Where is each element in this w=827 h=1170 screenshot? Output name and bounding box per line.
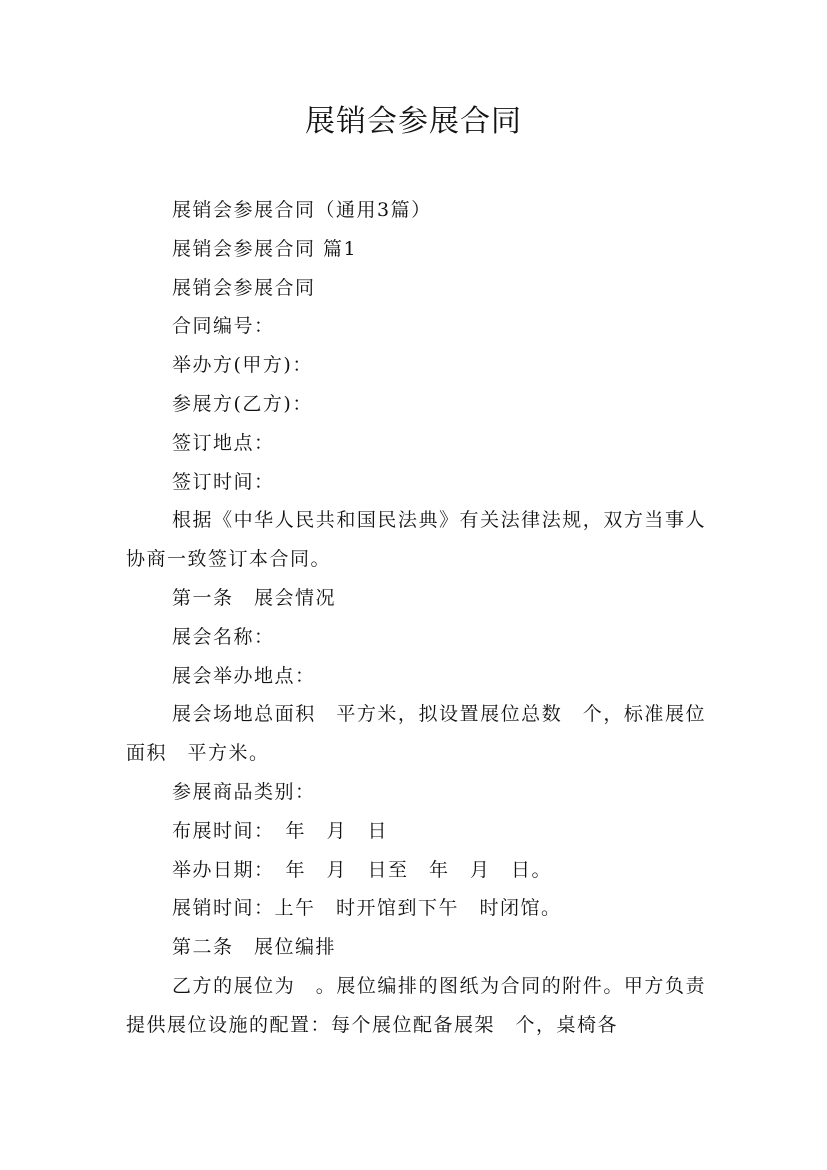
paragraph-signing-time: 签订时间：	[172, 470, 275, 493]
paragraph-signing-place: 签订地点：	[172, 431, 275, 454]
paragraph-section-title: 展销会参展合同 篇1	[172, 237, 358, 260]
document-body	[126, 191, 706, 1045]
paragraph-article-2: 第二条 展位编排	[172, 936, 337, 959]
document-title: 展销会参展合同	[305, 104, 522, 139]
paragraph-heading: 展销会参展合同（通用3篇）	[172, 199, 432, 221]
paragraph-contract-name: 展销会参展合同	[172, 276, 316, 299]
paragraph-product-category: 参展商品类别：	[172, 780, 316, 803]
paragraph-setup-time: 布展时间： 年 月 日	[172, 819, 389, 842]
paragraph-booth-arrangement: 乙方的展位为 。展位编排的图纸为合同的附件。甲方负责提供展位设施的配置：每个展位配备展架 个，桌椅各	[126, 974, 706, 1036]
paragraph-preamble: 根据《中华人民共和国民法典》有关法律法规，双方当事人协商一致签订本合同。	[126, 509, 706, 571]
paragraph-exhibition-area: 展会场地总面积 平方米，拟设置展位总数 个，标准展位面积 平方米。	[126, 703, 706, 765]
paragraph-party-a: 举办方(甲方)：	[172, 354, 313, 377]
paragraph-exhibition-place: 展会举办地点：	[172, 664, 316, 687]
paragraph-exhibition-name: 展会名称：	[172, 625, 275, 648]
paragraph-party-b: 参展方(乙方)：	[172, 392, 313, 415]
paragraph-event-dates: 举办日期： 年 月 日至 年 月 日。	[172, 858, 553, 881]
paragraph-opening-hours: 展销时间：上午 时开馆到下午 时闭馆。	[172, 897, 562, 920]
paragraph-contract-number: 合同编号：	[172, 315, 275, 338]
paragraph-article-1: 第一条 展会情况	[172, 586, 337, 609]
